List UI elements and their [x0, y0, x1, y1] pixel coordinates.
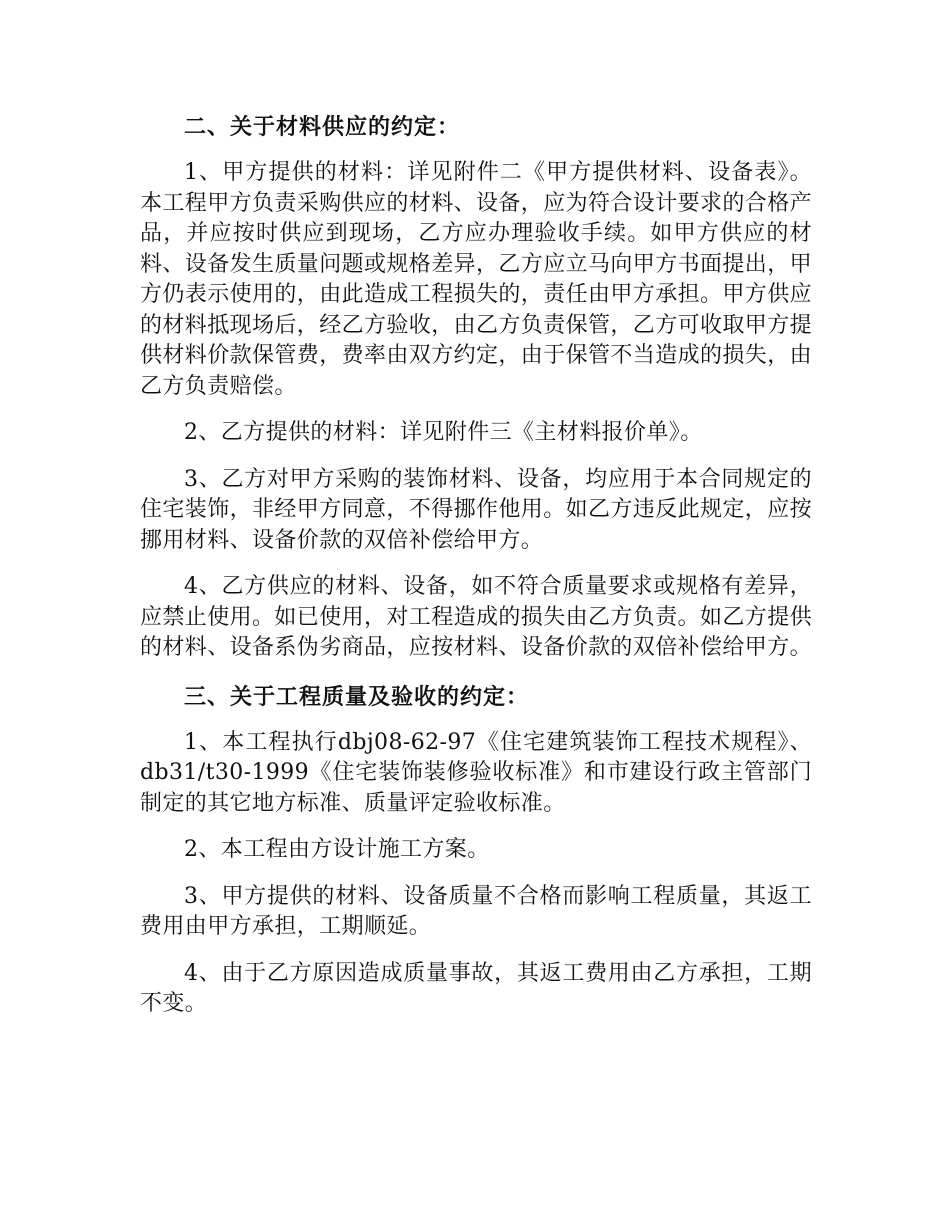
document-body: [140, 110, 812, 1036]
clause-paragraph: 3、甲方提供的材料、设备质量不合格而影响工程质量，其返工费用由甲方承担，工期顺延。: [140, 883, 812, 939]
clause-paragraph: 2、本工程由方设计施工方案。: [184, 837, 490, 862]
clause-paragraph: 3、乙方对甲方采购的装饰材料、设备，均应用于本合同规定的住宅装饰，非经甲方同意，不得挪作他用。如乙方违反此规定，应按挪用材料、设备价款的双倍补偿给甲方。: [140, 466, 813, 553]
clause-paragraph: 2、乙方提供的材料：详见附件三《主材料报价单》。: [184, 420, 703, 445]
section-heading-materials: 二、关于材料供应的约定：: [184, 114, 461, 140]
clause-paragraph: 1、本工程执行dbj08-62-97《住宅建筑装饰工程技术规程》、db31/t30-1999《住宅装饰装修验收标准》和市建设行政主管部门制定的其它地方标准、质量评定验收标准。: [140, 729, 812, 816]
section-heading-quality: 三、关于工程质量及验收的约定：: [184, 683, 530, 710]
clause-paragraph: 4、由于乙方原因造成质量事故，其返工费用由乙方承担，工期不变。: [140, 960, 812, 1016]
clause-paragraph: 1、甲方提供的材料：详见附件二《甲方提供材料、设备表》。本工程甲方负责采购供应的材料、设备，应为符合设计要求的合格产品，并应按时供应到现场，乙方应办理验收手续。如甲方供应的材料、设备发生质量问题或规格差异，乙方应立马向甲方书面提出，甲方仍表示使用的，由此造成工程损失的，责任由甲方承担。甲方供应的材料抵现场后，经乙方验收，由乙方负责保管，乙方可收取甲方提供材料价款保管费，费率由双方约定，由于保管不当造成的损失，由乙方负责赔偿。: [140, 160, 813, 399]
clause-paragraph: 4、乙方供应的材料、设备，如不符合质量要求或规格有差异，应禁止使用。如已使用，对工程造成的损失由乙方负责。如乙方提供的材料、设备系伪劣商品，应按材料、设备价款的双倍补偿给甲方。: [140, 574, 813, 660]
